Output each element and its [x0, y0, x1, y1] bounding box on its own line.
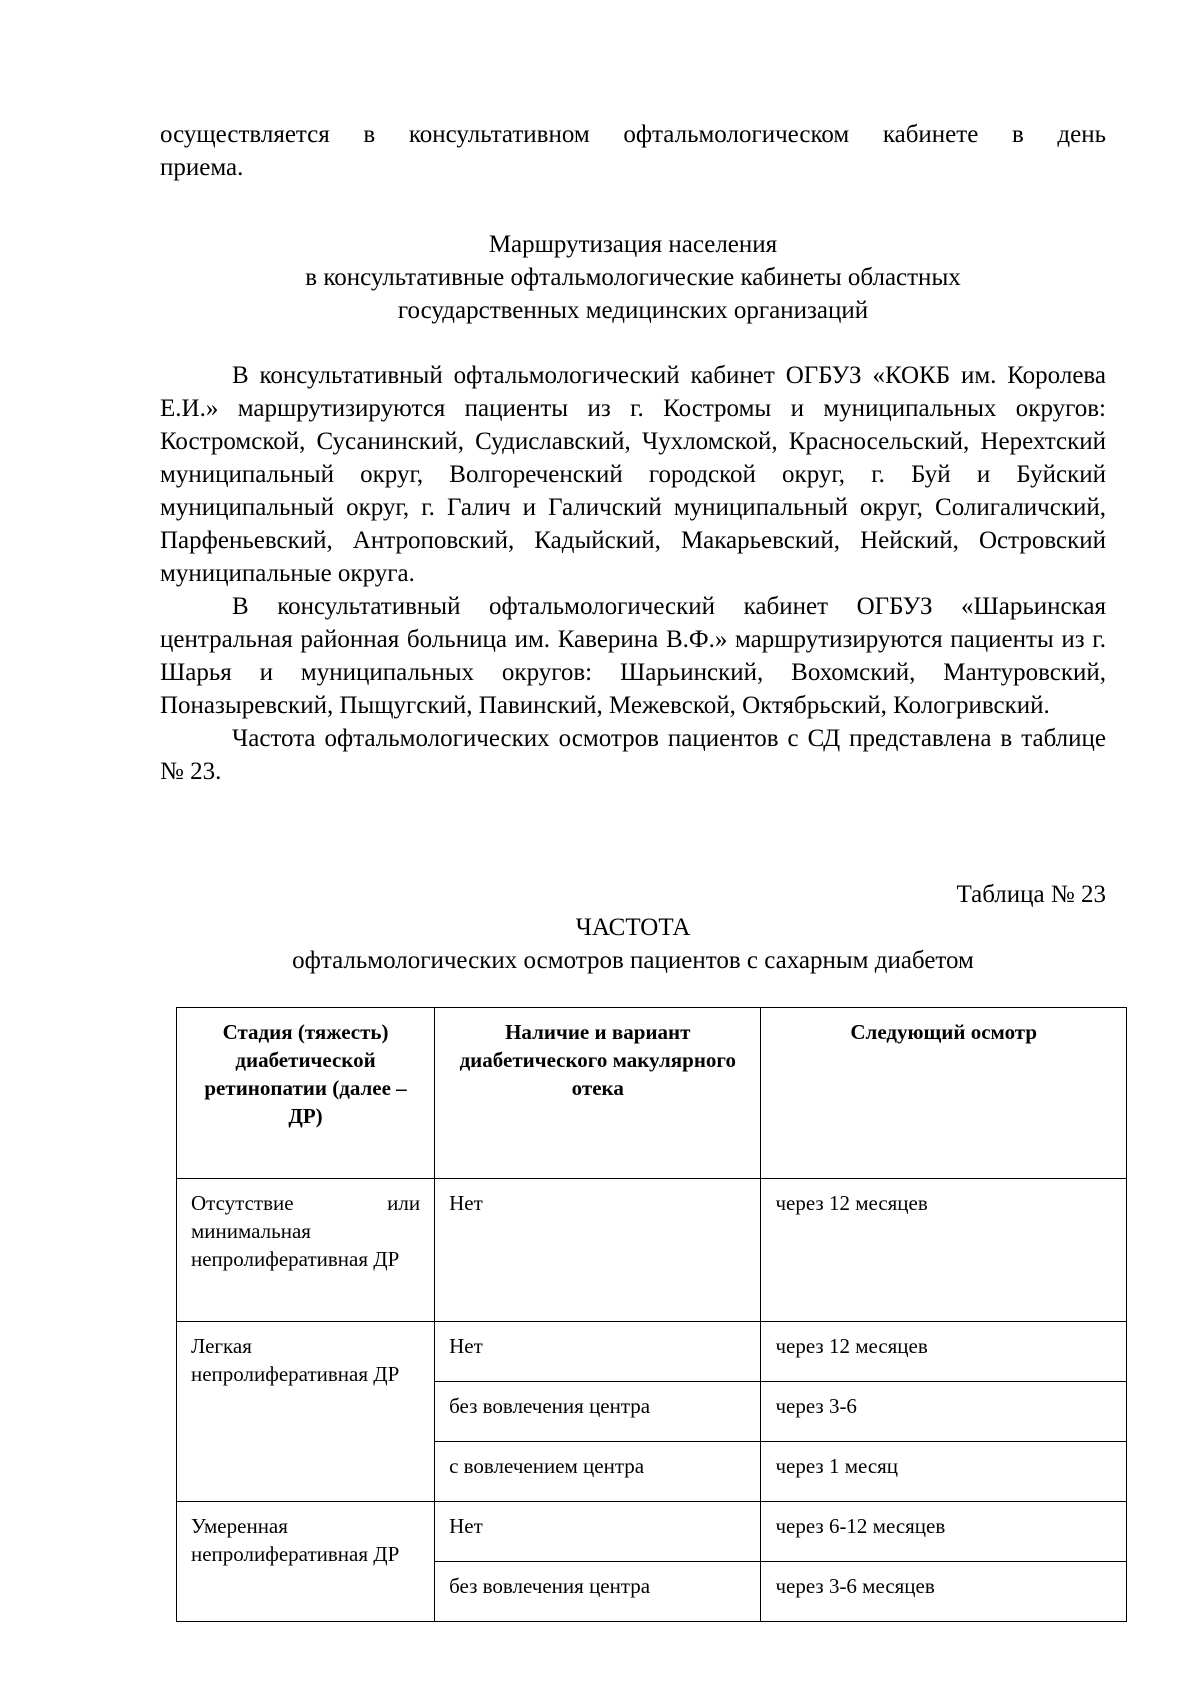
- header-edema: Наличие и вариант диабетического макулярного отека: [435, 1008, 761, 1179]
- table-row: [177, 1322, 1127, 1382]
- table-title: [160, 911, 1106, 977]
- table-row: [177, 1502, 1127, 1562]
- intro-line-1: осуществляется в консультативном офтальмологическом кабинете в день: [160, 121, 1106, 148]
- next-exam-cell: через 12 месяцев: [761, 1322, 1127, 1382]
- stage-cell: Легкая непролиферативная ДР: [177, 1322, 435, 1502]
- next-exam-cell: через 3-6: [761, 1382, 1127, 1442]
- next-exam-cell: через 1 месяц: [761, 1442, 1127, 1502]
- frequency-table: [176, 1007, 1127, 1622]
- next-exam-cell: через 12 месяцев: [761, 1179, 1127, 1322]
- header-stage: Стадия (тяжесть) диабетической ретинопатии (далее –ДР): [177, 1008, 435, 1179]
- paragraph-frequency: Частота офтальмологических осмотров пациентов с СД представлена в таблице № 23.: [160, 725, 1106, 785]
- stage-cell: Отсутствие или минимальная непролиферативная ДР: [177, 1179, 435, 1322]
- paragraph-sharya: В консультативный офтальмологический кабинет ОГБУЗ «Шарьинская центральная районная больница им. Каверина В.Ф.» маршрутизируются пациенты из г. Шарья и муниципальных округов: Шарьинский, Вохомский, Мантуровский, Поназыревский, Пыщугский, Павинский, Межевской, Октябрьский, Кологривский.: [160, 593, 1106, 719]
- table-row: [177, 1179, 1127, 1322]
- body-text: [160, 359, 1106, 788]
- edema-cell: без вовлечения центра: [435, 1382, 761, 1442]
- edema-cell: без вовлечения центра: [435, 1562, 761, 1622]
- edema-cell: Нет: [435, 1322, 761, 1382]
- next-exam-cell: через 6-12 месяцев: [761, 1502, 1127, 1562]
- intro-paragraph: [160, 118, 1106, 184]
- heading-line-1: Маршрутизация населения: [488, 231, 778, 258]
- edema-cell: Нет: [435, 1502, 761, 1562]
- intro-line-2: приема.: [160, 154, 244, 181]
- stage-cell: Умеренная непролиферативная ДР: [177, 1502, 435, 1622]
- table-number: Таблица № 23: [956, 881, 1106, 908]
- section-heading: [160, 228, 1106, 327]
- table-title-line-2: офтальмологических осмотров пациентов с сахарным диабетом: [292, 947, 974, 974]
- heading-line-3: государственных медицинских организаций: [397, 297, 869, 324]
- header-next-exam: Следующий осмотр: [761, 1008, 1127, 1179]
- heading-line-2: в консультативные офтальмологические кабинеты областных: [305, 264, 961, 291]
- edema-cell: с вовлечением центра: [435, 1442, 761, 1502]
- table-header-row: [177, 1008, 1127, 1179]
- table-title-line-1: ЧАСТОТА: [575, 914, 691, 941]
- edema-cell: Нет: [435, 1179, 761, 1322]
- paragraph-kokb: В консультативный офтальмологический кабинет ОГБУЗ «КОКБ им. Королева Е.И.» маршрутизируются пациенты из г. Костромы и муниципальных округов: Костромской, Сусанинский, Судиславский, Чухломской, Красносельский, Нерехтский муниципальный округ, Волгореченский городской округ, г. Буй и Буйский муниципальный округ, г. Галич и Галичский муниципальный округ, Солигаличский, Парфеньевский, Антроповский, Кадыйский, Макарьевский, Нейский, Островский муниципальные округа.: [160, 362, 1106, 587]
- next-exam-cell: через 3-6 месяцев: [761, 1562, 1127, 1622]
